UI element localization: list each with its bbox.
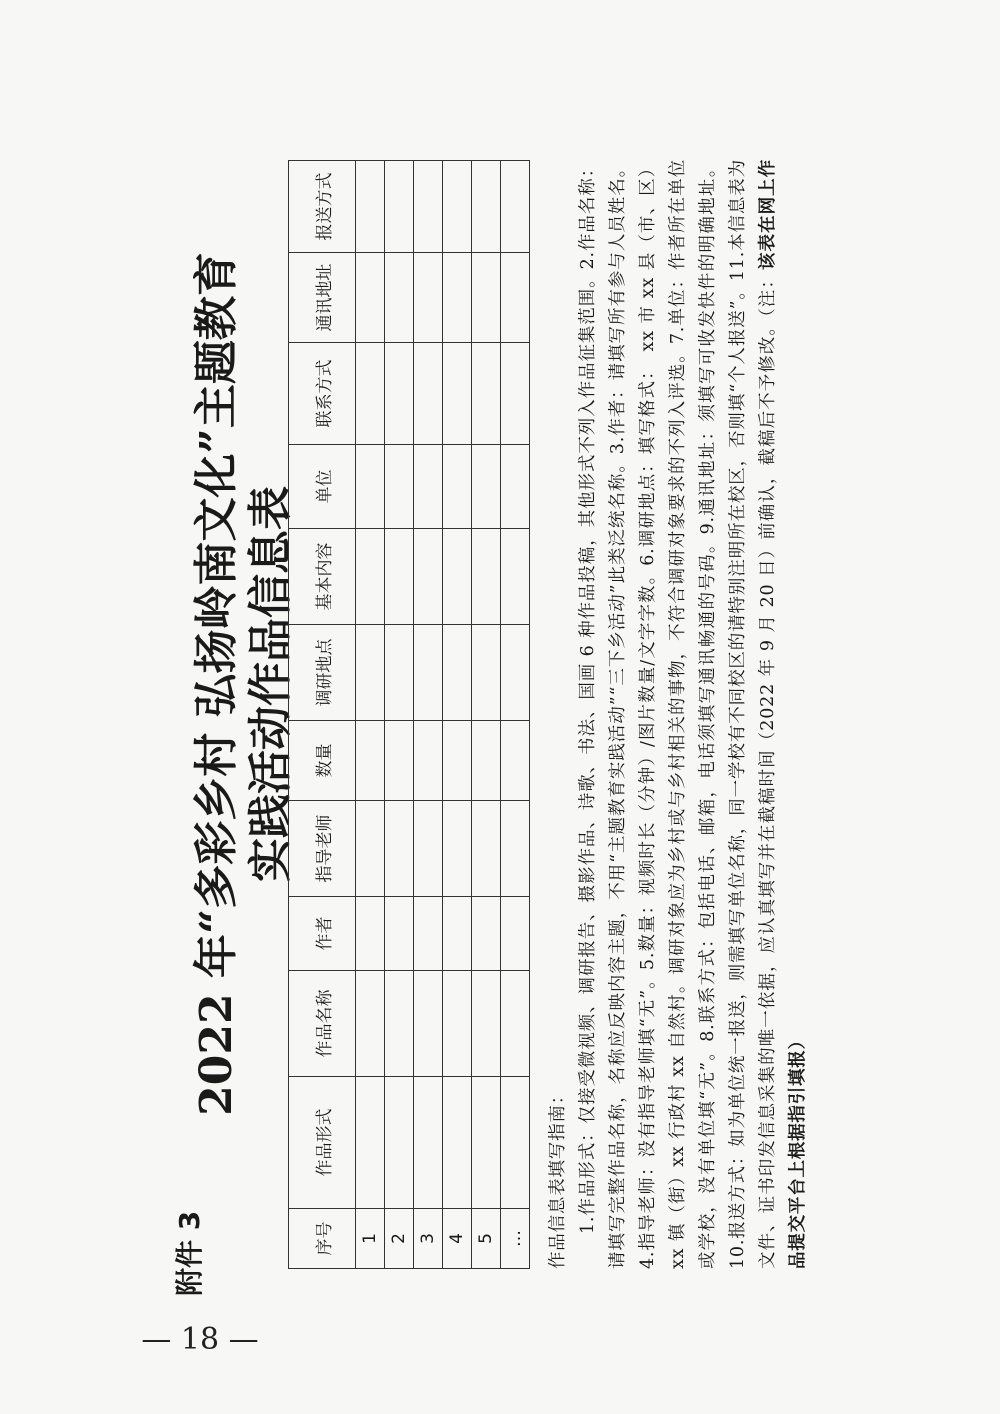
table-cell [385, 801, 414, 897]
table-cell [385, 445, 414, 529]
table-cell [443, 161, 472, 253]
table-row [443, 161, 472, 1269]
fill-guide [543, 159, 813, 1269]
table-cell [501, 625, 530, 721]
table-cell [443, 721, 472, 801]
guide-body [573, 159, 813, 1269]
table-cell [443, 529, 472, 625]
table-cell [414, 625, 443, 721]
table-cell [501, 445, 530, 529]
table-cell [356, 801, 385, 897]
table-cell [385, 721, 414, 801]
table-cell [356, 253, 385, 343]
header-cell: 基本内容 [289, 529, 356, 625]
table-cell [501, 1077, 530, 1209]
header-cell: 作者 [289, 897, 356, 971]
table-cell [356, 971, 385, 1077]
header-cell: 作品名称 [289, 971, 356, 1077]
header-cell: 序号 [289, 1209, 356, 1269]
table-cell [501, 253, 530, 343]
table-cell [501, 721, 530, 801]
table-cell [414, 529, 443, 625]
table-cell [501, 897, 530, 971]
document-title [190, 94, 298, 1274]
table-cell [443, 445, 472, 529]
header-cell: 通讯地址 [289, 253, 356, 343]
table-cell [443, 1077, 472, 1209]
table-cell [443, 801, 472, 897]
header-cell: 指导老师 [289, 801, 356, 897]
table-cell [414, 343, 443, 445]
table-header-row [289, 161, 356, 1269]
row-index-cell: 2 [385, 1209, 414, 1269]
table-cell [414, 161, 443, 253]
table-cell [501, 161, 530, 253]
table-cell [472, 529, 501, 625]
table-row [356, 161, 385, 1269]
header-cell: 数量 [289, 721, 356, 801]
table-cell [385, 343, 414, 445]
table-cell [385, 253, 414, 343]
table-cell [501, 343, 530, 445]
guide-heading: 作品信息表填写指南： [548, 1086, 568, 1269]
guide-bold-note: 该表在网上作品提交平台上根据指引填报） [758, 158, 808, 1269]
table-cell [501, 529, 530, 625]
table-cell [356, 721, 385, 801]
table-cell [385, 1077, 414, 1209]
table-row [385, 161, 414, 1269]
attachment-label: 附件 3 [173, 1210, 206, 1296]
row-index-cell: … [501, 1209, 530, 1269]
table-cell [443, 343, 472, 445]
table-cell [414, 253, 443, 343]
table-cell [443, 253, 472, 343]
page-number: — 18 — [141, 1322, 259, 1357]
table-row [501, 161, 530, 1269]
row-index-cell: 3 [414, 1209, 443, 1269]
table-cell [472, 253, 501, 343]
header-cell: 调研地点 [289, 625, 356, 721]
table-row [472, 161, 501, 1269]
table-cell [414, 897, 443, 971]
table-cell [414, 721, 443, 801]
title-line-2: 实践活动作品信息表 [245, 486, 296, 882]
header-cell: 联系方式 [289, 343, 356, 445]
header-cell: 报送方式 [289, 161, 356, 253]
table-cell [385, 161, 414, 253]
table-cell [414, 445, 443, 529]
table-cell [443, 897, 472, 971]
row-index-cell: 1 [356, 1209, 385, 1269]
table-row [414, 161, 443, 1269]
header-cell: 作品形式 [289, 1077, 356, 1209]
works-info-table [288, 160, 530, 1269]
table-cell [472, 445, 501, 529]
table-cell [443, 971, 472, 1077]
table-cell [356, 897, 385, 971]
table-cell [414, 971, 443, 1077]
row-index-cell: 4 [443, 1209, 472, 1269]
table-cell [385, 529, 414, 625]
table-cell [385, 971, 414, 1077]
title-line-1: 2022 年“多彩乡村 弘扬岭南文化”主题教育 [191, 252, 242, 1116]
table-cell [472, 721, 501, 801]
table-cell [472, 343, 501, 445]
table-cell [443, 625, 472, 721]
table-cell [414, 1077, 443, 1209]
table-cell [356, 343, 385, 445]
table-cell [385, 897, 414, 971]
table-cell [501, 971, 530, 1077]
table-cell [356, 161, 385, 253]
table-cell [472, 1077, 501, 1209]
table-cell [356, 445, 385, 529]
table-cell [356, 625, 385, 721]
row-index-cell: 5 [472, 1209, 501, 1269]
table-cell [356, 529, 385, 625]
table-cell [472, 161, 501, 253]
table-cell [472, 801, 501, 897]
table-cell [472, 897, 501, 971]
table-cell [385, 625, 414, 721]
table-cell [356, 1077, 385, 1209]
table-cell [472, 625, 501, 721]
header-cell: 单位 [289, 445, 356, 529]
guide-body-text: 1.作品形式：仅接受微视频、调研报告、摄影作品、诗歌、书法、国画 6 种作品投稿，其他形式不列入作品征集范围。2.作品名称：请填写完整作品名称，名称应反映内容主题，不用“主题教育实践活动”“三下乡活动”此类泛统名称。3.作者：请填写所有参与人员姓名。4.指导老师：没有指导老师填“无”。5.数量：视频时长（分钟）/图片数量/文字字数。6.调研地点：填写格式： xx 市 xx 县（市、区）xx 镇（街）xx 行政村 xx 自然村。调研对象应为乡村或与乡村相关的事物，不符合调研对象要求的不列入评选。7.单位：作者所在单位或学校，没有单位填“无”。8.联系方式：包括电话、邮箱，电话须填写通讯畅通的号码。9.通讯地址：须填写可收发快件的明确地址。10.报送方式：如为单位统一报送，则需填写单位名称，同一学校有不同校区的请特别注明所在校区，否则填“个人报送”。11.本信息表为文件、证书印发信息采集的唯一依据，应认真填写并在截稿时间（2022 年 9 月 20 日）前确认，截稿后不予修改。（注： [578, 159, 778, 1269]
table-cell [501, 801, 530, 897]
table-cell [472, 971, 501, 1077]
table-cell [414, 801, 443, 897]
